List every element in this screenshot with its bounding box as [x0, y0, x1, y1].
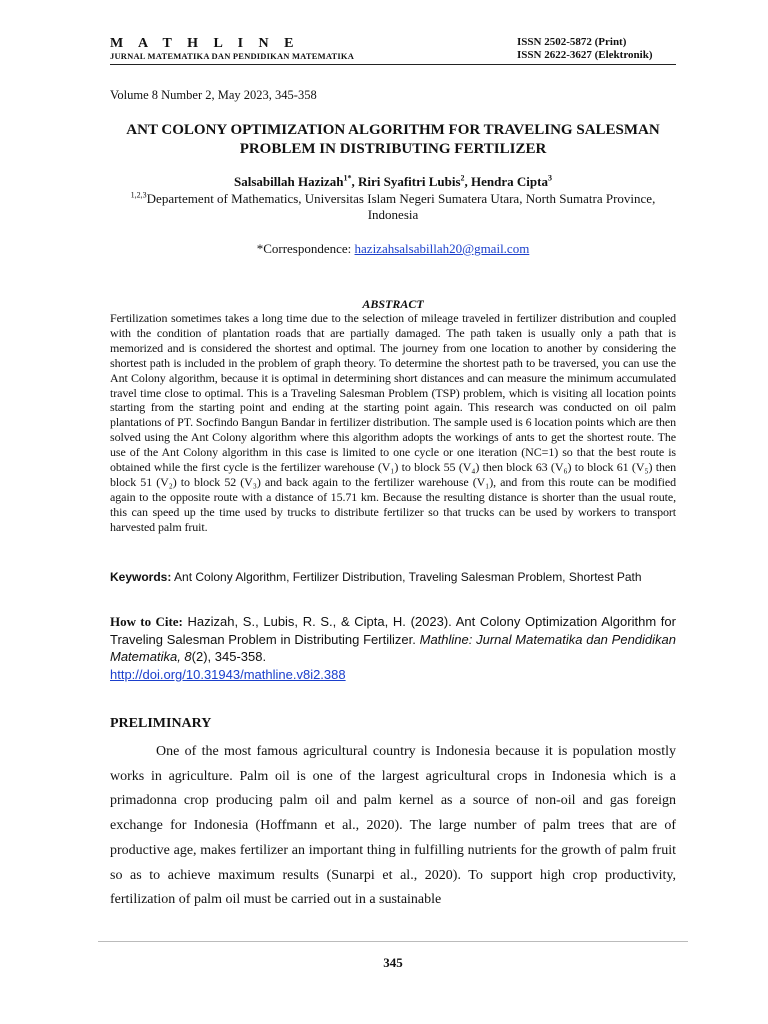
issn-print: ISSN 2502-5872 (Print) — [517, 36, 627, 48]
paper-title: ANT COLONY OPTIMIZATION ALGORITHM FOR TRAVELING SALESMAN PROBLEM IN DISTRIBUTING FERTILIZER — [126, 122, 660, 157]
journal-header — [110, 36, 354, 62]
header-divider — [110, 64, 676, 65]
author-name: Riri Syafitri Lubis — [357, 174, 461, 189]
author-list — [110, 174, 676, 190]
author-mark: 3 — [547, 173, 552, 183]
affiliation-text: Departement of Mathematics, Universitas Islam Negeri Sumatera Utara, North Sumatra Province, Indonesia — [146, 191, 656, 222]
issn-block — [517, 36, 652, 62]
cite-label: How to Cite: — [110, 614, 183, 629]
abstract-heading: ABSTRACT — [362, 297, 424, 311]
issn-online: ISSN 2622-3627 (Elektronik) — [517, 49, 653, 61]
how-to-cite — [110, 613, 676, 683]
journal-subtitle: JURNAL MATEMATIKA DAN PENDIDIKAN MATEMATIKA — [110, 51, 355, 61]
footer-divider — [98, 941, 688, 942]
affiliation-marks: 1,2,3 — [130, 190, 147, 200]
author-separator: , — [351, 174, 358, 189]
author-name: Salsabillah Hazizah — [234, 174, 344, 189]
author-name: Hendra Cipta — [471, 174, 548, 189]
abstract-text: Fertilization sometimes takes a long time due to the selection of mileage traveled in fertilizer distribution and coupled with the condition of plantation roads that are partially damaged. The path taken is usually only a path that is memorized and is considered the shortest and optimal. The journey from one location to another by considering the shortest path is included in the problem of graph theory. To determine the shortest path to be traversed, you can use the Ant Colony algorithm, because it is optimal in determining short distances and can measure the minimum accumulated travel time close to optimal. This is a Traveling Salesman Problem (TSP) problem, which is visiting all location points starting from the starting point and ending at the starting point again. This research was conducted on oil palm plantations of PT. Socfindo Bangun Bandar in fertilizer distribution. The sample used is 6 location points which are then solved using the Ant Colony algorithm where this algorithm adopts the workings of ants to get the shortest route. The use of the Ant Colony algorithm in this case is limited to one cycle or one iteration (NC=1) so that the best route is obtained while the first cycle is the fertilizer warehouse (V₁) to block 55 (V₄) then block 63 (V₆) to block 61 (V₅) then block 51 (V₂) to block 52 (V₃) and back again to the fertilizer warehouse (V₁), and from this route can be modified again to the opposite route with a distance of 15.71 km. Because the resulting distance is shorter than the usual route, this can speed up the time used by trucks to distribute fertilizer so that trucks can be used by workers to transport harvested palm fruit. — [110, 311, 677, 534]
author-mark: 1* — [343, 173, 352, 183]
cite-volume: 8 — [180, 649, 192, 664]
correspondence-email-link[interactable]: hazizahsalsabillah20@gmail.com — [354, 241, 530, 256]
keywords-text: Ant Colony Algorithm, Fertilizer Distribution, Traveling Salesman Problem, Shortest Path — [171, 570, 642, 584]
author-separator: , — [464, 174, 472, 189]
cite-text: Hazizah, S., Lubis, R. S., & Cipta, H. (2023). Ant Colony Optimization Algorithm for Traveling Salesman Problem in Distributing Fertilizer. — [110, 614, 676, 647]
page-number: 345 — [383, 955, 403, 970]
journal-name: M A T H L I N E — [110, 36, 300, 51]
keywords — [110, 572, 676, 583]
author-mark: 2 — [460, 173, 465, 183]
cite-journal: Mathline: Jurnal Matematika dan Pendidikan Matematika, — [110, 631, 676, 664]
keywords-label: Keywords: — [110, 570, 172, 584]
doi-link[interactable]: http://doi.org/10.31943/mathline.v8i2.388 — [110, 666, 346, 682]
affiliation — [110, 191, 676, 223]
section-body — [110, 740, 676, 913]
correspondence-label: *Correspondence: — [256, 241, 355, 256]
cite-issue-pages: (2), 345-358. — [191, 649, 267, 664]
correspondence — [110, 241, 676, 257]
section-heading: PRELIMINARY — [110, 716, 212, 731]
volume-line: Volume 8 Number 2, May 2023, 345-358 — [110, 88, 317, 102]
body-paragraph: One of the most famous agricultural country is Indonesia because it is population mostly works in agriculture. Palm oil is one of the largest agricultural crops in Indonesia which is a primadonna crop producing palm oil and palm kernel as a source of non-oil and gas foreign exchange for Indonesia (Hoffmann et al., 2020). The large number of palm trees that are of productive age, makes fertilizer an important thing in fulfilling nutrients for the growth of palm fruit so as to achieve maximum results (Sunarpi et al., 2020). To support high crop productivity, fertilization of palm oil must be carried out in a sustainable — [110, 744, 676, 908]
